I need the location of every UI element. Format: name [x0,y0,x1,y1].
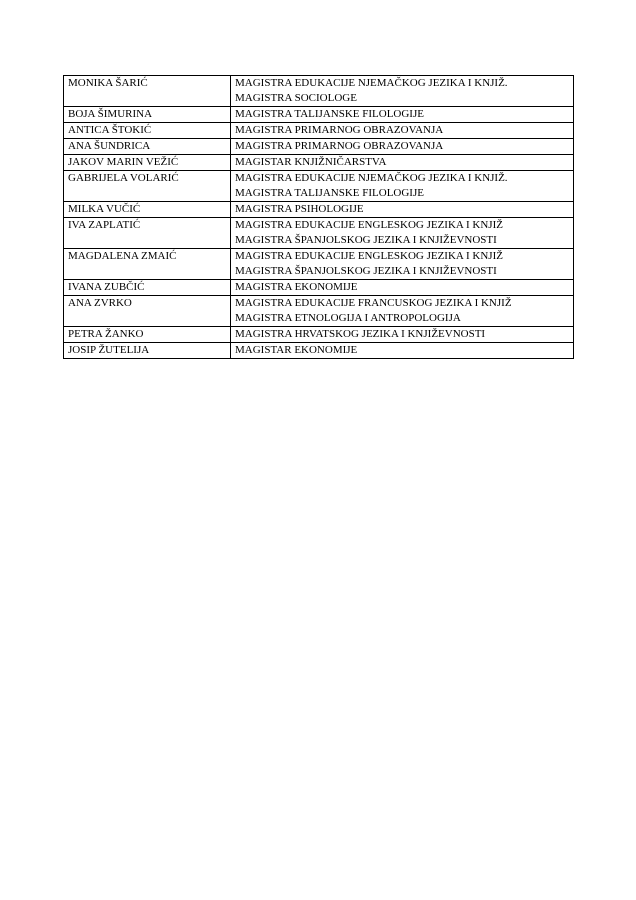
person-name-cell [64,171,231,202]
person-name-cell [64,107,231,123]
degree-title: MAGISTRA TALIJANSKE FILOLOGIJE [235,108,424,120]
degree-title: MAGISTRA ŠPANJOLSKOG JEZIKA I KNJIŽEVNOSTI [235,265,497,277]
degree-title: MAGISTRA PSIHOLOGIJE [235,203,364,215]
person-name-cell [64,139,231,155]
degree-title: MAGISTRA EDUKACIJE NJEMAČKOG JEZIKA I KNJIŽ. [235,172,508,184]
table-row [64,171,574,202]
person-name-cell [64,218,231,249]
degree-title-cell [231,76,574,107]
person-name: PETRA ŽANKO [68,328,144,340]
person-name-cell [64,327,231,343]
person-name-cell [64,202,231,218]
degree-title: MAGISTRA EDUKACIJE ENGLESKOG JEZIKA I KNJIŽ [235,250,503,262]
person-name: JOSIP ŽUTELIJA [68,344,150,356]
person-name: ANTICA ŠTOKIĆ [68,124,152,136]
degree-title: MAGISTRA EDUKACIJE ENGLESKOG JEZIKA I KNJIŽ [235,219,503,231]
person-name-cell [64,296,231,327]
person-name: ANA ŠUNDRICA [68,140,151,152]
table-row [64,123,574,139]
person-name-cell [64,123,231,139]
degree-title: MAGISTRA EDUKACIJE NJEMAČKOG JEZIKA I KNJIŽ. [235,77,508,89]
table-row [64,76,574,107]
person-name: IVANA ZUBČIĆ [68,281,145,293]
table-row [64,296,574,327]
degree-title-cell [231,249,574,280]
degree-title: MAGISTRA PRIMARNOG OBRAZOVANJA [235,140,444,152]
table-row [64,218,574,249]
degree-title-cell [231,296,574,327]
degree-title-cell [231,327,574,343]
degree-title-cell [231,218,574,249]
degree-title-cell [231,343,574,359]
table-row [64,139,574,155]
graduates-table [63,75,574,359]
degree-title-cell [231,280,574,296]
degree-title: MAGISTRA TALIJANSKE FILOLOGIJE [235,187,424,199]
degree-title-cell [231,202,574,218]
table-row [64,343,574,359]
degree-title-cell [231,171,574,202]
person-name-cell [64,76,231,107]
person-name-cell [64,155,231,171]
person-name: MONIKA ŠARIĆ [68,77,148,89]
table-row [64,155,574,171]
person-name-cell [64,280,231,296]
degree-title: MAGISTRA SOCIOLOGE [235,92,357,104]
person-name: IVA ZAPLATIĆ [68,219,141,231]
table-row [64,202,574,218]
person-name-cell [64,249,231,280]
person-name: GABRIJELA VOLARIĆ [68,172,179,184]
degree-title: MAGISTRA PRIMARNOG OBRAZOVANJA [235,124,444,136]
degree-title: MAGISTRA EDUKACIJE FRANCUSKOG JEZIKA I KNJIŽ [235,297,512,309]
degree-title-cell [231,107,574,123]
table-row [64,327,574,343]
person-name-cell [64,343,231,359]
degree-title: MAGISTAR KNJIŽNIČARSTVA [235,156,387,168]
person-name: MILKA VUČIĆ [68,203,141,215]
person-name: MAGDALENA ZMAIĆ [68,250,177,262]
degree-title-cell [231,123,574,139]
degree-title: MAGISTRA HRVATSKOG JEZIKA I KNJIŽEVNOSTI [235,328,486,340]
person-name: JAKOV MARIN VEŽIĆ [68,156,179,168]
person-name: ANA ZVRKO [68,297,132,309]
degree-title-cell [231,139,574,155]
table-row [64,107,574,123]
table-row [64,249,574,280]
degree-title: MAGISTRA ŠPANJOLSKOG JEZIKA I KNJIŽEVNOSTI [235,234,497,246]
table-row [64,280,574,296]
person-name: BOJA ŠIMURINA [68,108,153,120]
degree-title: MAGISTRA ETNOLOGIJA I ANTROPOLOGIJA [235,312,461,324]
degree-title: MAGISTAR EKONOMIJE [235,344,358,356]
degree-title: MAGISTRA EKONOMIJE [235,281,358,293]
degree-title-cell [231,155,574,171]
